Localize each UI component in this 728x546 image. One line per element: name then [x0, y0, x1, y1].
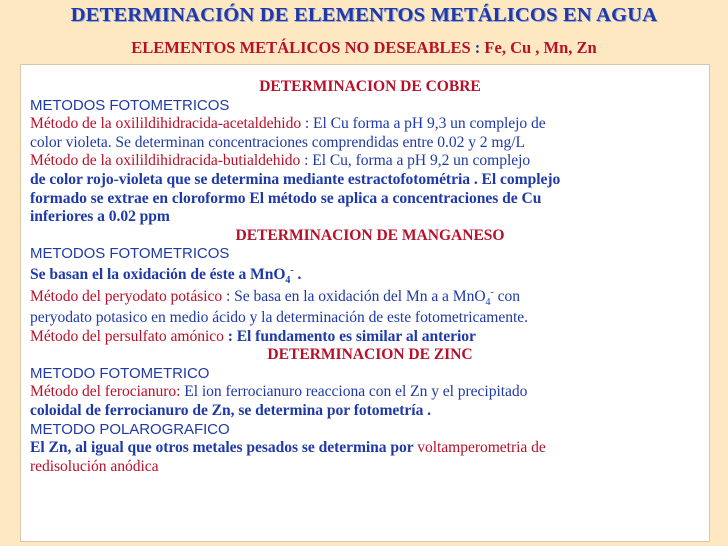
cobre-method2-name: Método de la oxilildihidracida-butialdehido: [30, 152, 301, 170]
zinc-method1-text: El ion ferrocianuro reacciona con el Zn y el precipitado: [180, 383, 528, 401]
slide-body: [30, 78, 710, 476]
manganeso-intro: [30, 264, 710, 285]
manganeso-intro-superscript: -: [290, 264, 294, 276]
cobre-method2-line3: formado se extrae en cloroformo El método se aplica a concentraciones de Cu: [30, 189, 542, 207]
cobre-method2-line2: de color rojo-violeta que se determina mediante estractofotométria . El complejo: [30, 170, 561, 188]
manganeso-method1-superscript: -: [490, 286, 494, 298]
cobre-section-title: METODOS FOTOMETRICOS: [30, 96, 230, 114]
subtitle-separator: :: [470, 38, 485, 57]
cobre-heading: DETERMINACION DE COBRE: [259, 78, 481, 95]
zinc-method2-highlight: voltamperometria de: [417, 439, 546, 457]
manganeso-method2-sep: :: [223, 327, 237, 345]
manganeso-method1-subscript: 4: [485, 297, 491, 309]
zinc-method1-line2: coloidal de ferrocianuro de Zn, se determina por fotometría .: [30, 401, 432, 419]
zinc-section2-title: METODO POLAROGRAFICO: [30, 420, 230, 438]
manganeso-method1-end: con: [493, 287, 520, 305]
zinc-method1-line1: [30, 383, 710, 402]
manganeso-section-title: METODOS FOTOMETRICOS: [30, 245, 230, 263]
manganeso-method1-name: Método del peryodato potásico: [30, 287, 223, 305]
subtitle-elements: Fe, Cu , Mn, Zn: [484, 38, 597, 57]
cobre-method1-name: Método de la oxilildihidracida-acetaldehido: [30, 115, 302, 133]
cobre-method1-text: : El Cu forma a pH 9,3 un complejo de: [301, 115, 546, 133]
slide-title: DETERMINACIÓN DE ELEMENTOS METÁLICOS EN AGUA: [70, 4, 658, 26]
zinc-method2-line1: [30, 439, 710, 458]
cobre-method2-line4: inferiores a 0.02 ppm: [30, 208, 170, 226]
cobre-method1-line2: color violeta. Se determinan concentraciones comprendidas entre 0.02 y 2 mg/L: [30, 133, 525, 151]
manganeso-method1-text: Se basa en la oxidación del Mn a a MnO: [234, 287, 486, 305]
manganeso-method1-sep: :: [222, 287, 235, 305]
manganeso-method1-line2: peryodato potasico en medio ácido y la determinación de este fotometricamente.: [30, 308, 528, 326]
manganeso-heading: DETERMINACION DE MANGANESO: [235, 226, 505, 244]
manganeso-method2-line: [30, 328, 710, 347]
cobre-method2-line1: [30, 152, 710, 171]
manganeso-method2-text: El fundamento es similar al anterior: [236, 327, 476, 345]
zinc-section1-title: METODO FOTOMETRICO: [30, 364, 210, 382]
manganeso-method1-line1: [30, 285, 710, 309]
zinc-heading: DETERMINACION DE ZINC: [267, 346, 473, 364]
manganeso-method2-name: Método del persulfato amónico: [30, 327, 224, 345]
zinc-method1-name: Método del ferocianuro:: [30, 383, 181, 401]
manganeso-intro-text: Se basan el la oxidación de éste a MnO: [30, 265, 286, 283]
zinc-method2-line2: redisolución anódica: [30, 457, 159, 475]
zinc-method2-text: El Zn, al igual que otros metales pesados se determina por: [30, 439, 418, 457]
cobre-method2-text: : El Cu, forma a pH 9,2 un complejo: [300, 152, 531, 170]
cobre-method1-line1: [30, 115, 710, 134]
manganeso-intro-end: .: [293, 265, 302, 283]
subtitle-label: ELEMENTOS METÁLICOS NO DESEABLES: [131, 38, 471, 57]
slide-subtitle: [0, 38, 728, 58]
manganeso-intro-subscript: 4: [285, 275, 291, 287]
